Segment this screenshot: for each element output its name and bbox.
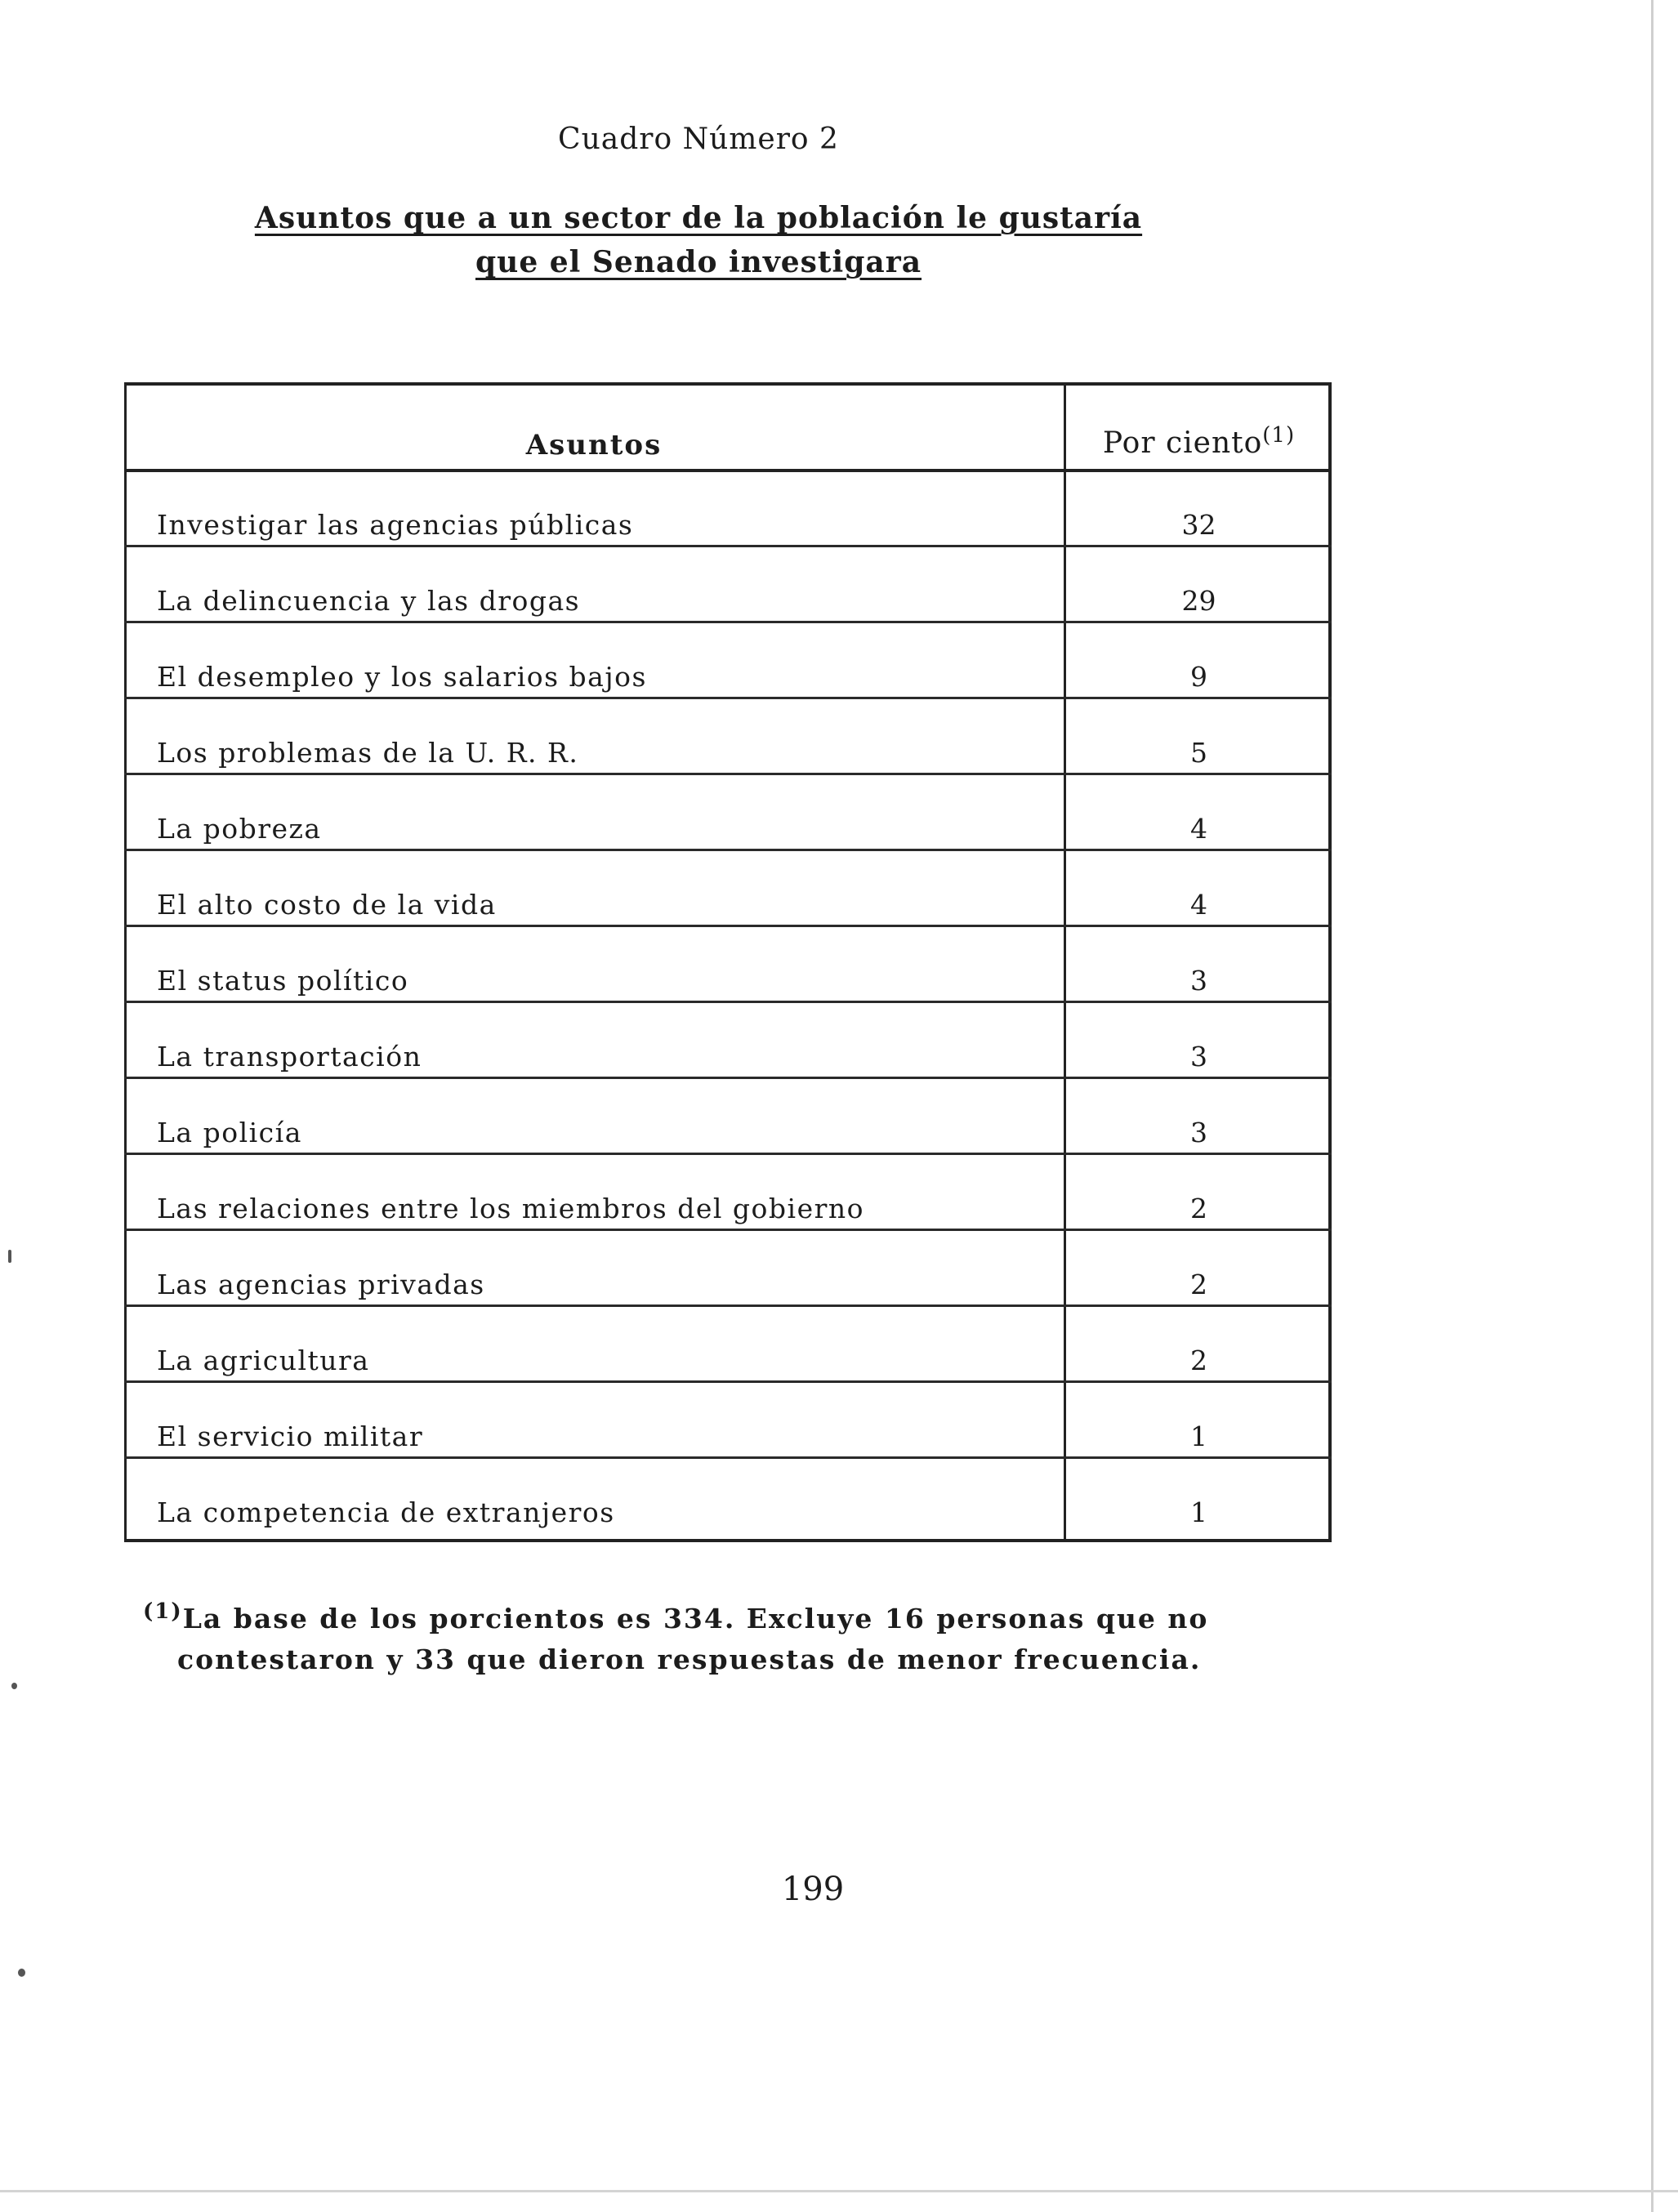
table-row xyxy=(124,928,1332,1003)
row-label: El servicio militar xyxy=(157,1420,424,1452)
column-header-por-ciento xyxy=(1066,423,1332,460)
row-label: La transportación xyxy=(157,1041,422,1073)
row-label: La pobreza xyxy=(157,813,322,845)
row-value: 5 xyxy=(1190,737,1207,769)
subtitle-line-1-text: Asuntos que a un sector de la población le gustaría xyxy=(254,201,1143,235)
page-bottom-edge xyxy=(0,2190,1678,2192)
row-label: La policía xyxy=(157,1117,302,1148)
row-value: 3 xyxy=(1190,1117,1207,1148)
row-value: 1 xyxy=(1190,1420,1207,1452)
row-rule xyxy=(124,697,1332,699)
row-rule xyxy=(124,1380,1332,1383)
row-value: 32 xyxy=(1181,509,1216,541)
row-rule xyxy=(124,925,1332,927)
footnote-line-1-text: La base de los porcientos es 334. Excluye 16 personas que no xyxy=(182,1603,1209,1634)
row-rule xyxy=(124,849,1332,851)
row-value: 1 xyxy=(1190,1496,1207,1528)
row-label: La agricultura xyxy=(157,1345,370,1376)
table-row xyxy=(124,1080,1332,1155)
row-label: El desempleo y los salarios bajos xyxy=(157,661,647,693)
row-rule xyxy=(124,1229,1332,1231)
row-rule xyxy=(124,621,1332,623)
row-label: Los problemas de la U. R. R. xyxy=(157,737,579,769)
row-rule xyxy=(124,1153,1332,1155)
table-title: Cuadro Número 2 xyxy=(558,123,839,156)
table-row xyxy=(124,472,1332,547)
row-rule xyxy=(124,545,1332,547)
column-header-asuntos: Asuntos xyxy=(525,429,663,462)
column-header-footnote-marker: (1) xyxy=(1262,423,1296,448)
table-row xyxy=(124,624,1332,699)
row-value: 2 xyxy=(1190,1269,1207,1300)
row-value: 2 xyxy=(1190,1345,1207,1376)
page-number: 199 xyxy=(781,1871,845,1908)
footnote-line-1 xyxy=(143,1591,1368,1639)
row-label: El alto costo de la vida xyxy=(157,889,497,921)
row-rule xyxy=(124,1456,1332,1459)
table-row xyxy=(124,1156,1332,1231)
table-subtitle-line-2 xyxy=(0,245,1397,279)
row-label: El status político xyxy=(157,965,409,997)
row-value: 3 xyxy=(1190,1041,1207,1073)
row-value: 9 xyxy=(1190,661,1207,693)
row-rule xyxy=(124,1077,1332,1079)
row-value: 4 xyxy=(1190,889,1207,921)
table-row xyxy=(124,1460,1332,1535)
row-value: 29 xyxy=(1181,585,1216,617)
page-edge xyxy=(1651,0,1653,2212)
footnote xyxy=(143,1591,1368,1680)
row-label: Investigar las agencias públicas xyxy=(157,509,634,541)
row-value: 3 xyxy=(1190,965,1207,997)
table-row xyxy=(124,852,1332,927)
subtitle-line-2-text: que el Senado investigara xyxy=(475,245,922,279)
scan-speck xyxy=(8,1250,11,1263)
row-value: 4 xyxy=(1190,813,1207,845)
row-label: La delincuencia y las drogas xyxy=(157,585,581,617)
row-value: 2 xyxy=(1190,1193,1207,1224)
table-row xyxy=(124,548,1332,623)
table-row xyxy=(124,776,1332,851)
scan-speck xyxy=(11,1683,17,1689)
table-subtitle-line-1 xyxy=(0,201,1397,235)
scan-speck xyxy=(18,1969,25,1977)
row-rule xyxy=(124,1304,1332,1307)
table-row xyxy=(124,1232,1332,1307)
row-label: Las relaciones entre los miembros del gobierno xyxy=(157,1193,864,1224)
footnote-marker: (1) xyxy=(143,1599,183,1624)
table-row xyxy=(124,700,1332,775)
table-row xyxy=(124,1004,1332,1079)
row-label: La competencia de extranjeros xyxy=(157,1496,615,1528)
table-row xyxy=(124,1308,1332,1383)
column-header-por-ciento-text: Por ciento xyxy=(1102,426,1263,460)
table-row xyxy=(124,1384,1332,1459)
footnote-line-2: contestaron y 33 que dieron respuestas de menor frecuencia. xyxy=(177,1643,1202,1675)
row-rule xyxy=(124,773,1332,775)
row-label: Las agencias privadas xyxy=(157,1269,485,1300)
row-rule xyxy=(124,1001,1332,1003)
